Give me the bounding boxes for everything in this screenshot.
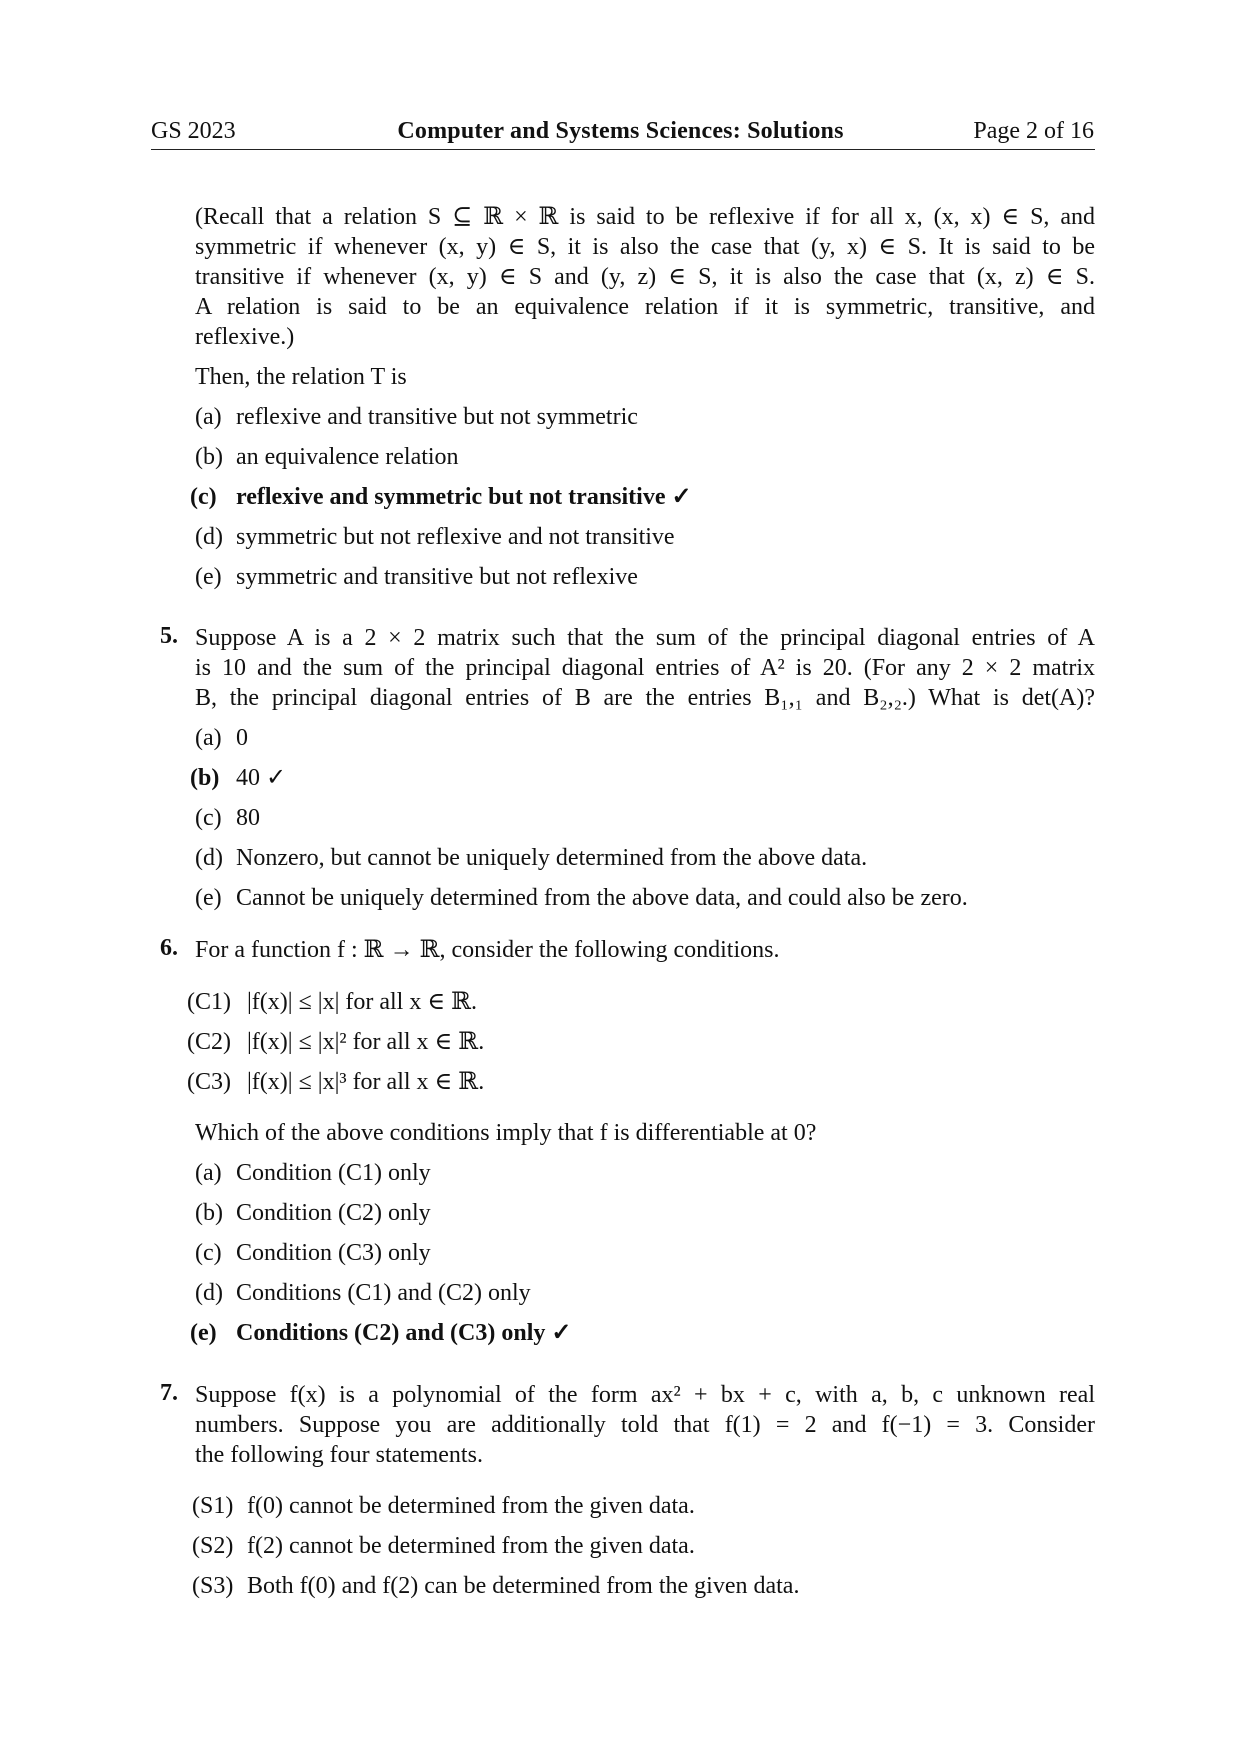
option-label: (e) [195,885,222,911]
option-text: Nonzero, but cannot be uniquely determined from the above data. [236,845,868,871]
q5-option-b-correct [190,763,286,793]
option-text: reflexive and symmetric but not transitive ✓ [236,484,692,510]
option-label: (a) [195,1160,222,1186]
option-label: (b) [195,444,223,470]
option-label: (d) [195,845,223,871]
condition-label: (C1) [187,989,231,1015]
q5-option-a [195,723,248,753]
page-title: Computer and Systems Sciences: Solutions [397,118,844,144]
option-text: symmetric and transitive but not reflexive [236,564,638,590]
q4-option-c-correct [190,482,692,512]
option-label: (e) [190,1320,217,1346]
q4-option-d [195,522,675,552]
q7-line-3: the following four statements. [195,1442,483,1468]
q5-option-e [195,883,968,913]
q6-option-a [195,1158,431,1188]
q7-line-1: Suppose f(x) is a polynomial of the form ax² + bx + c, with a, b, c unknown real [195,1382,1095,1408]
q5-line-3: B, the principal diagonal entries of B are the entries B₁,₁ and B₂,₂.) What is det(A)? [195,685,1095,711]
q6-option-e-correct [190,1318,572,1348]
q6-option-d [195,1278,531,1308]
statement-label: (S1) [192,1493,234,1519]
q7-statement-s2 [192,1531,695,1561]
option-label: (e) [195,564,222,590]
recall-line-3: transitive if whenever (x, y) ∈ S and (y, z) ∈ S, it is also the case that (x, z) ∈ S. [195,264,1095,290]
option-text: Conditions (C1) and (C2) only [236,1280,531,1306]
option-label: (a) [195,404,222,430]
q4-option-e [195,562,638,592]
option-text: 40 ✓ [236,765,287,791]
q4-option-b [195,442,459,472]
recall-line-5: reflexive.) [195,324,295,350]
statement-text: f(0) cannot be determined from the given data. [247,1493,695,1519]
q4-option-a [195,402,638,432]
option-label: (b) [190,765,220,791]
option-text: an equivalence relation [236,444,459,470]
q7-statement-s3 [192,1571,799,1601]
option-label: (c) [195,1240,222,1266]
condition-text: |f(x)| ≤ |x|³ for all x ∈ ℝ. [247,1069,485,1095]
option-text: Condition (C2) only [236,1200,431,1226]
q6-intro: For a function f : ℝ → ℝ, consider the following conditions. [195,937,780,963]
option-label: (c) [195,805,222,831]
option-text: 80 [236,805,260,831]
question-number-7: 7. [160,1380,178,1406]
option-text: reflexive and transitive but not symmetric [236,404,638,430]
condition-text: |f(x)| ≤ |x| for all x ∈ ℝ. [247,989,478,1015]
q6-option-c [195,1238,431,1268]
exam-label: GS 2023 [151,118,236,144]
q5-line-1: Suppose A is a 2 × 2 matrix such that the sum of the principal diagonal entries of A [195,625,1095,651]
q6-condition-c3 [187,1067,484,1097]
option-text: Condition (C1) only [236,1160,431,1186]
option-label: (b) [195,1200,223,1226]
q6-question: Which of the above conditions imply that f is differentiable at 0? [195,1120,817,1146]
statement-label: (S2) [192,1533,234,1559]
q6-condition-c1 [187,987,477,1017]
q5-option-c [195,803,260,833]
q7-line-2: numbers. Suppose you are additionally told that f(1) = 2 and f(−1) = 3. Consider [195,1412,1095,1438]
option-label: (c) [190,484,217,510]
recall-line-1: (Recall that a relation S ⊆ ℝ × ℝ is said to be reflexive if for all x, (x, x) ∈ S, and [195,204,1095,230]
question-number-5: 5. [160,623,178,649]
statement-text: f(2) cannot be determined from the given data. [247,1533,695,1559]
option-text: Cannot be uniquely determined from the above data, and could also be zero. [236,885,968,911]
condition-label: (C2) [187,1029,231,1055]
recall-line-2: symmetric if whenever (x, y) ∈ S, it is also the case that (y, x) ∈ S. It is said to be [195,234,1095,260]
question-number-6: 6. [160,935,178,961]
q5-line-2: is 10 and the sum of the principal diagonal entries of A² is 20. (For any 2 × 2 matrix [195,655,1095,681]
q6-option-b [195,1198,431,1228]
header-rule [151,149,1095,150]
q6-condition-c2 [187,1027,484,1057]
option-text: Condition (C3) only [236,1240,431,1266]
condition-text: |f(x)| ≤ |x|² for all x ∈ ℝ. [247,1029,485,1055]
q4-then: Then, the relation T is [195,364,407,390]
option-text: 0 [236,725,248,751]
option-text: Conditions (C2) and (C3) only ✓ [236,1320,572,1346]
option-label: (d) [195,1280,223,1306]
statement-text: Both f(0) and f(2) can be determined from the given data. [247,1573,800,1599]
option-label: (a) [195,725,222,751]
q5-option-d [195,843,867,873]
q7-statement-s1 [192,1491,695,1521]
condition-label: (C3) [187,1069,231,1095]
option-text: symmetric but not reflexive and not transitive [236,524,675,550]
option-label: (d) [195,524,223,550]
page-number: Page 2 of 16 [973,118,1094,144]
statement-label: (S3) [192,1573,234,1599]
recall-line-4: A relation is said to be an equivalence relation if it is symmetric, transitive, and [195,294,1095,320]
